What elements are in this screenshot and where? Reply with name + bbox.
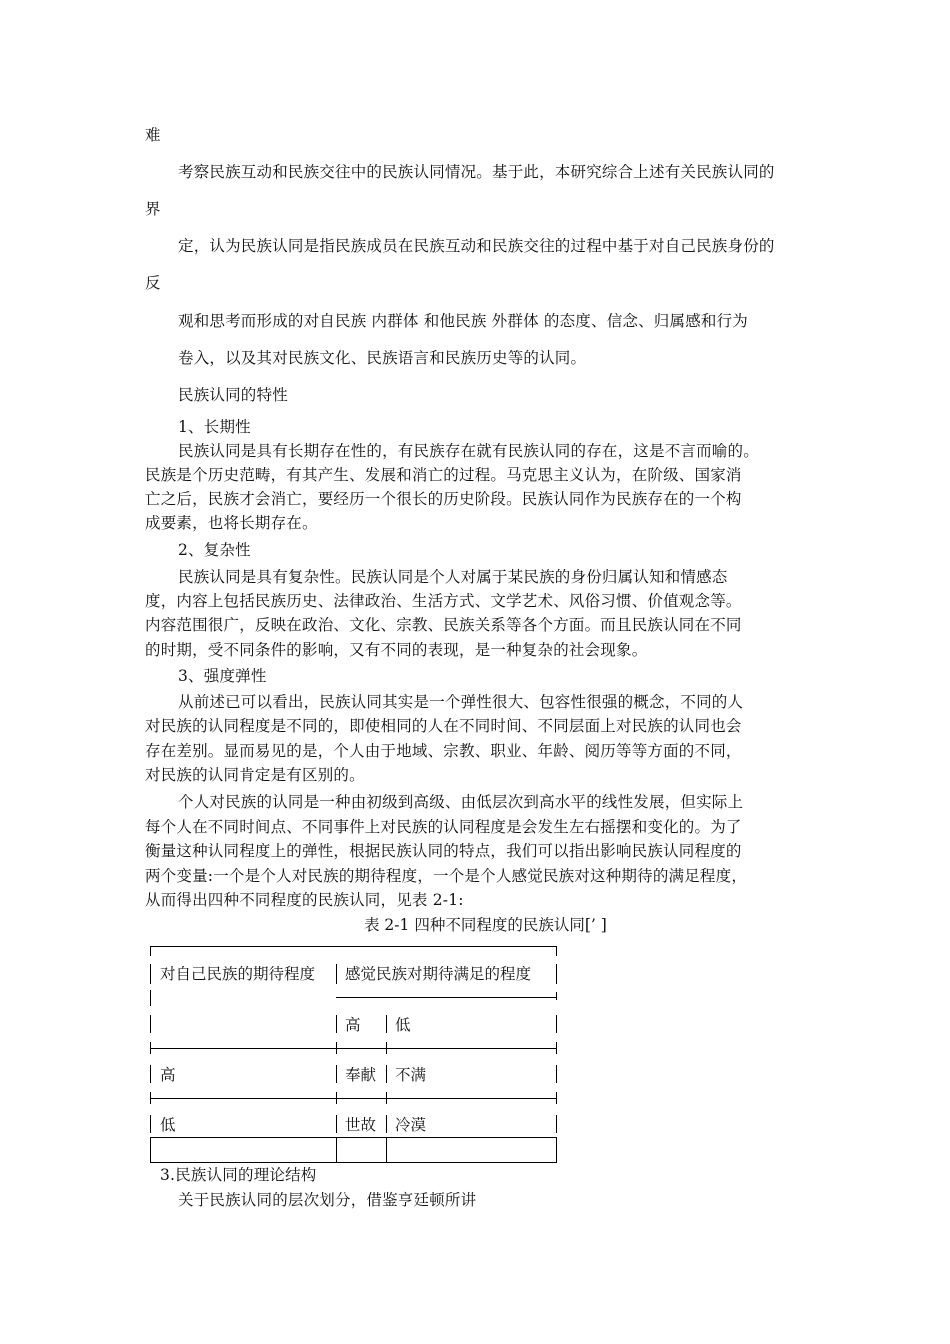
table-rule bbox=[556, 1015, 557, 1033]
table-rule bbox=[150, 1042, 151, 1054]
table-header-cell: 对自己民族的期待程度 bbox=[160, 965, 316, 983]
table-rule bbox=[336, 1042, 337, 1054]
table-subheader-cell: 高 bbox=[345, 1016, 361, 1034]
table-cell: 不满 bbox=[395, 1066, 427, 1084]
section-heading: 3.民族认同的理论结构 bbox=[160, 1166, 317, 1184]
text-line: 两个变量:一个是个人对民族的期待程度，一个是个人感觉民族对这种期待的满足程度， bbox=[145, 867, 748, 885]
table-rule bbox=[556, 1042, 557, 1054]
table-rule bbox=[150, 964, 151, 984]
table-rule bbox=[150, 1092, 151, 1104]
table-rule bbox=[556, 1115, 557, 1133]
subsection-heading: 3、强度弹性 bbox=[178, 667, 267, 685]
table-rule bbox=[336, 1137, 337, 1163]
table-header-cell: 感觉民族对期待满足的程度 bbox=[345, 965, 532, 983]
text-line: 从前述已可以看出，民族认同其实是一个弹性很大、包容性很强的概念，不同的人 bbox=[178, 693, 744, 711]
text-line: 难 bbox=[145, 126, 161, 144]
section-heading: 民族认同的特性 bbox=[178, 386, 288, 404]
table-rule bbox=[336, 997, 556, 998]
table-rule bbox=[150, 1137, 556, 1138]
text-line: 定，认为民族认同是指民族成员在民族互动和民族交往的过程中基于对自己民族身份的 bbox=[178, 237, 775, 255]
text-line: 对民族的认同肯定是有区别的。 bbox=[145, 766, 365, 784]
table-rule bbox=[386, 1065, 387, 1083]
table-rule bbox=[386, 1092, 387, 1104]
table-rule bbox=[150, 1098, 556, 1099]
table-rule bbox=[150, 1048, 556, 1049]
table-rule bbox=[386, 1042, 387, 1054]
table-rule bbox=[386, 1137, 387, 1163]
table-cell: 奉献 bbox=[345, 1066, 377, 1084]
text-line: 亡之后，民族才会消亡，要经历一个很长的历史阶段。民族认同作为民族存在的一个构 bbox=[145, 490, 742, 508]
text-line: 民族认同是具有长期存在性的，有民族存在就有民族认同的存在，这是不言而喻的。 bbox=[178, 442, 759, 460]
table-rule bbox=[336, 1065, 337, 1083]
text-line: 卷入，以及其对民族文化、民族语言和民族历史等的认同。 bbox=[178, 349, 587, 367]
table-caption: 表 2-1 四种不同程度的民族认同[’ ] bbox=[364, 916, 607, 934]
table-rule bbox=[556, 964, 557, 984]
table-rule bbox=[150, 1115, 151, 1133]
text-line: 内容范围很广，反映在政治、文化、宗教、民族关系等各个方面。而且民族认同在不同 bbox=[145, 616, 742, 634]
text-line: 存在差别。显而易见的是，个人由于地域、宗教、职业、年龄、阅历等等方面的不同， bbox=[145, 742, 742, 760]
table-rule bbox=[556, 1137, 557, 1163]
table-subheader-cell: 低 bbox=[395, 1016, 411, 1034]
text-line: 每个人在不同时间点、不同事件上对民族的认同程度是会发生左右摇摆和变化的。为了 bbox=[145, 818, 742, 836]
table-rule bbox=[336, 1015, 337, 1033]
text-line: 考察民族互动和民族交往中的民族认同情况。基于此，本研究综合上述有关民族认同的 bbox=[178, 163, 775, 181]
subsection-heading: 2、复杂性 bbox=[178, 541, 251, 559]
text-line: 观和思考而形成的对自民族 内群体 和他民族 外群体 的态度、信念、归属感和行为 bbox=[178, 312, 749, 330]
table-rule bbox=[150, 990, 151, 1006]
table-rule bbox=[556, 1092, 557, 1104]
table-rule bbox=[150, 1162, 556, 1163]
text-line: 成要素，也将长期存在。 bbox=[145, 514, 318, 532]
table-rule bbox=[336, 1092, 337, 1104]
table-cell: 冷漠 bbox=[395, 1116, 427, 1134]
text-line: 度，内容上包括民族历史、法律政治、生活方式、文学艺术、风俗习惯、价值观念等。 bbox=[145, 592, 742, 610]
text-line: 界 bbox=[145, 200, 161, 218]
text-line: 反 bbox=[145, 274, 161, 292]
table-rule bbox=[556, 946, 557, 956]
table-rule bbox=[150, 1137, 151, 1163]
table-rule bbox=[150, 1065, 151, 1083]
subsection-heading: 1、长期性 bbox=[178, 418, 251, 436]
text-line: 关于民族认同的层次划分，借鉴亨廷顿所讲 bbox=[178, 1191, 477, 1209]
text-line: 民族认同是具有复杂性。民族认同是个人对属于某民族的身份归属认知和情感态 bbox=[178, 568, 728, 586]
table-rule bbox=[150, 946, 556, 947]
table-rule bbox=[336, 1115, 337, 1133]
table-row-label: 低 bbox=[160, 1116, 176, 1134]
table-rule bbox=[386, 1015, 387, 1033]
text-line: 的时期，受不同条件的影响，又有不同的表现，是一种复杂的社会现象。 bbox=[145, 641, 648, 659]
table-rule bbox=[336, 964, 337, 984]
table-row-label: 高 bbox=[160, 1066, 176, 1084]
table-rule bbox=[386, 1115, 387, 1133]
text-line: 民族是个历史范畴，有其产生、发展和消亡的过程。马克思主义认为，在阶级、国家消 bbox=[145, 466, 742, 484]
table-cell: 世故 bbox=[345, 1116, 377, 1134]
table-rule bbox=[150, 946, 151, 956]
table-rule bbox=[150, 1015, 151, 1033]
text-line: 从而得出四种不同程度的民族认同，见表 2-1: bbox=[145, 891, 464, 909]
text-line: 衡量这种认同程度上的弹性，根据民族认同的特点，我们可以指出影响民族认同程度的 bbox=[145, 842, 742, 860]
table-rule bbox=[556, 992, 557, 1000]
table-rule bbox=[556, 1065, 557, 1083]
text-line: 个人对民族的认同是一种由初级到高级、由低层次到高水平的线性发展，但实际上 bbox=[178, 793, 744, 811]
text-line: 对民族的认同程度是不同的，即使相同的人在不同时间、不同层面上对民族的认同也会 bbox=[145, 717, 742, 735]
